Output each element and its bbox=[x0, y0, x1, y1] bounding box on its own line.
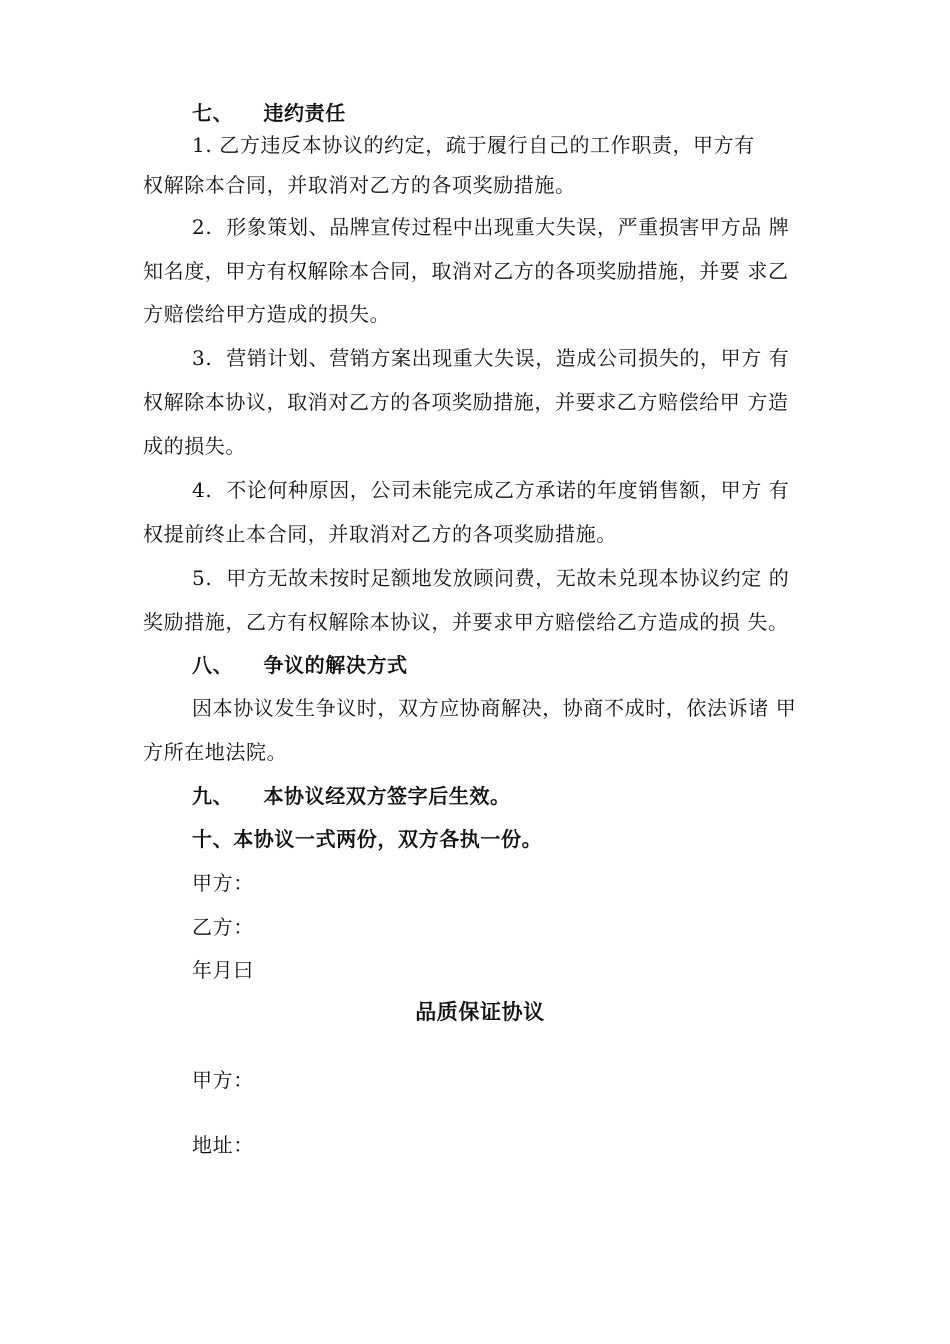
document-title: 品质保证协议 bbox=[415, 999, 545, 1024]
section-7-item-4-line-1: 4. 不论何种原因，公司未能完成乙方承诺的年度销售额，甲方 有 bbox=[192, 478, 790, 502]
section-7-item-3-line-2: 权解除本协议，取消对乙方的各项奖励措施，并要求乙方赔偿给甲 方造 bbox=[143, 390, 789, 414]
section-7-item-3-line-1: 3. 营销计划、营销方案出现重大失误，造成公司损失的，甲方 有 bbox=[192, 346, 790, 370]
section-8-heading: 八、 争议的解决方式 bbox=[192, 653, 408, 677]
section-10-heading: 十、本协议一式两份，双方各执一份。 bbox=[192, 827, 543, 851]
section-7-item-5-line-2: 奖励措施，乙方有权解除本协议，并要求甲方赔偿给乙方造成的损 失。 bbox=[143, 610, 789, 634]
section-7-item-2-line-2: 知名度，甲方有权解除本合同，取消对乙方的各项奖励措施，并要 求乙 bbox=[143, 259, 789, 283]
section-7-item-2-line-3: 方赔偿给甲方造成的损失。 bbox=[143, 302, 391, 326]
section-7-item-1-line-1: 1. 乙方违反本协议的约定，疏于履行自己的工作职责，甲方有 bbox=[192, 133, 755, 157]
section-7-item-3-line-3: 成的损失。 bbox=[143, 434, 246, 458]
section-7-item-5-line-1: 5. 甲方无故未按时足额地发放顾问费，无故未兑现本协议约定 的 bbox=[192, 566, 790, 590]
section-7-heading: 七、 违约责任 bbox=[192, 101, 346, 125]
section-9-heading: 九、 本协议经双方签字后生效。 bbox=[192, 784, 511, 808]
signature-party-b: 乙方： bbox=[192, 915, 254, 939]
next-doc-party-a: 甲方： bbox=[192, 1068, 254, 1092]
next-doc-address: 地址： bbox=[192, 1133, 254, 1157]
signature-date: 年月曰 bbox=[192, 958, 254, 982]
section-7-item-1-line-2: 权解除本合同，并取消对乙方的各项奖励措施。 bbox=[143, 173, 576, 197]
signature-party-a: 甲方： bbox=[192, 871, 254, 895]
section-8-para-line-1: 因本协议发生争议时，双方应协商解决，协商不成时，依法诉诸 甲 bbox=[192, 696, 797, 720]
section-8-para-line-2: 方所在地法院。 bbox=[143, 740, 288, 764]
section-7-item-4-line-2: 权提前终止本合同，并取消对乙方的各项奖励措施。 bbox=[143, 522, 617, 546]
section-7-item-2-line-1: 2. 形象策划、品牌宣传过程中出现重大失误，严重损害甲方品 牌 bbox=[192, 215, 790, 239]
